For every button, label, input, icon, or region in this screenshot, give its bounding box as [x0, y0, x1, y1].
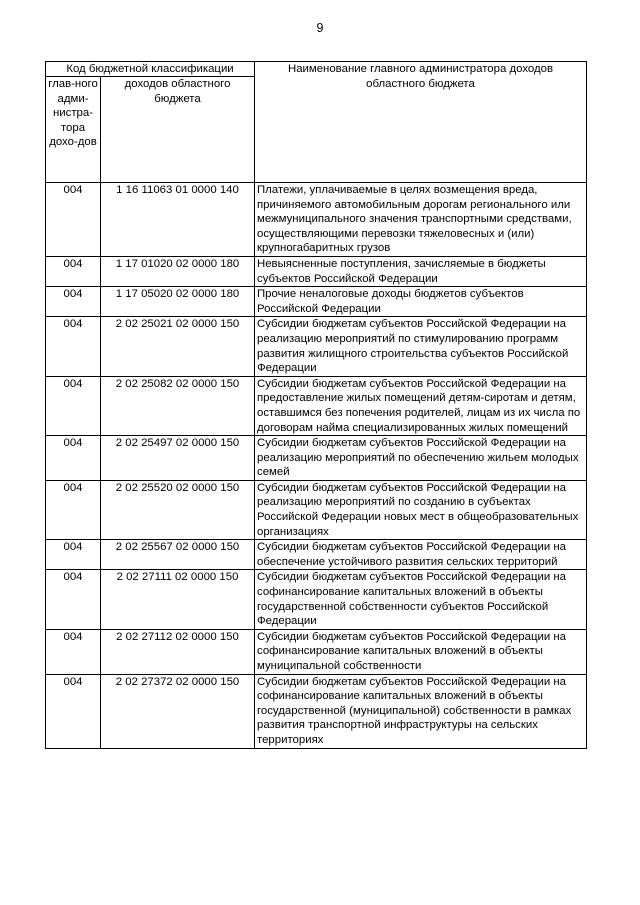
- admin-code-cell: 004: [46, 256, 101, 286]
- table-row: [46, 629, 587, 674]
- income-code-cell: 2 02 27111 02 0000 150: [101, 570, 255, 629]
- admin-code-cell: 004: [46, 674, 101, 748]
- income-code-cell: 2 02 27112 02 0000 150: [101, 629, 255, 674]
- income-name-cell: Прочие неналоговые доходы бюджетов субъектов Российской Федерации: [255, 287, 587, 317]
- admin-code-cell: 004: [46, 183, 101, 257]
- income-name-cell: Субсидии бюджетам субъектов Российской Федерации на софинансирование капитальных вложений в объекты муниципальной собственности: [255, 629, 587, 674]
- income-code-cell: 2 02 25497 02 0000 150: [101, 436, 255, 481]
- income-code-cell: 2 02 25520 02 0000 150: [101, 480, 255, 539]
- income-code-cell: 2 02 25021 02 0000 150: [101, 317, 255, 376]
- income-name-cell: Платежи, уплачиваемые в целях возмещения вреда, причиняемого автомобильным дорогам регионального или межмуниципального значения транспортными средствами, осуществляющими перевозки тяжеловесных и (или) крупногабаритных грузов: [255, 183, 587, 257]
- income-code-cell: 2 02 27372 02 0000 150: [101, 674, 255, 748]
- income-name-cell: Субсидии бюджетам субъектов Российской Федерации на софинансирование капитальных вложений в объекты государственной собственности субъектов Российской Федерации: [255, 570, 587, 629]
- income-code-cell: 2 02 25082 02 0000 150: [101, 376, 255, 435]
- admin-code-cell: 004: [46, 480, 101, 539]
- table-body: [46, 183, 587, 749]
- table-row: [46, 570, 587, 629]
- admin-code-cell: 004: [46, 629, 101, 674]
- table-row: [46, 674, 587, 748]
- income-name-cell: Субсидии бюджетам субъектов Российской Федерации на реализацию мероприятий по созданию в субъектах Российской Федерации новых мест в общеобразовательных организациях: [255, 480, 587, 539]
- header-administrator-name: Наименование главного администратора доходов областного бюджета: [255, 62, 587, 183]
- income-name-cell: Субсидии бюджетам субъектов Российской Федерации на софинансирование капитальных вложений в объекты государственной (муниципальной) собственности в рамках развития транспортной инфраструктуры на сельских территориях: [255, 674, 587, 748]
- admin-code-cell: 004: [46, 436, 101, 481]
- income-code-cell: 1 17 01020 02 0000 180: [101, 256, 255, 286]
- header-regional-budget-income: доходов областного бюджета: [101, 77, 255, 183]
- table-row: [46, 540, 587, 570]
- table-row: [46, 376, 587, 435]
- table-row: [46, 317, 587, 376]
- budget-classification-table: [45, 61, 587, 749]
- income-name-cell: Субсидии бюджетам субъектов Российской Федерации на реализацию мероприятий по стимулированию программ развития жилищного строительства субъектов Российской Федерации: [255, 317, 587, 376]
- table-row: [46, 480, 587, 539]
- income-code-cell: 2 02 25567 02 0000 150: [101, 540, 255, 570]
- header-main-administrator: глав-ного адми-нистра-тора дохо-дов: [46, 77, 101, 183]
- admin-code-cell: 004: [46, 317, 101, 376]
- income-name-cell: Субсидии бюджетам субъектов Российской Федерации на обеспечение устойчивого развития сельских территорий: [255, 540, 587, 570]
- header-budget-classification-code: Код бюджетной классификации: [46, 62, 255, 77]
- income-code-cell: 1 16 11063 01 0000 140: [101, 183, 255, 257]
- table-row: [46, 287, 587, 317]
- table-row: [46, 256, 587, 286]
- income-name-cell: Субсидии бюджетам субъектов Российской Федерации на реализацию мероприятий по обеспечению жильем молодых семей: [255, 436, 587, 481]
- admin-code-cell: 004: [46, 570, 101, 629]
- table-row: [46, 436, 587, 481]
- income-code-cell: 1 17 05020 02 0000 180: [101, 287, 255, 317]
- page-number: 9: [316, 21, 324, 35]
- admin-code-cell: 004: [46, 540, 101, 570]
- income-name-cell: Невыясненные поступления, зачисляемые в бюджеты субъектов Российской Федерации: [255, 256, 587, 286]
- admin-code-cell: 004: [46, 287, 101, 317]
- admin-code-cell: 004: [46, 376, 101, 435]
- income-name-cell: Субсидии бюджетам субъектов Российской Федерации на предоставление жилых помещений детям-сиротам и детям, оставшимся без попечения родителей, лицам из их числа по договорам найма специализированных жилых помещений: [255, 376, 587, 435]
- table-row: [46, 183, 587, 257]
